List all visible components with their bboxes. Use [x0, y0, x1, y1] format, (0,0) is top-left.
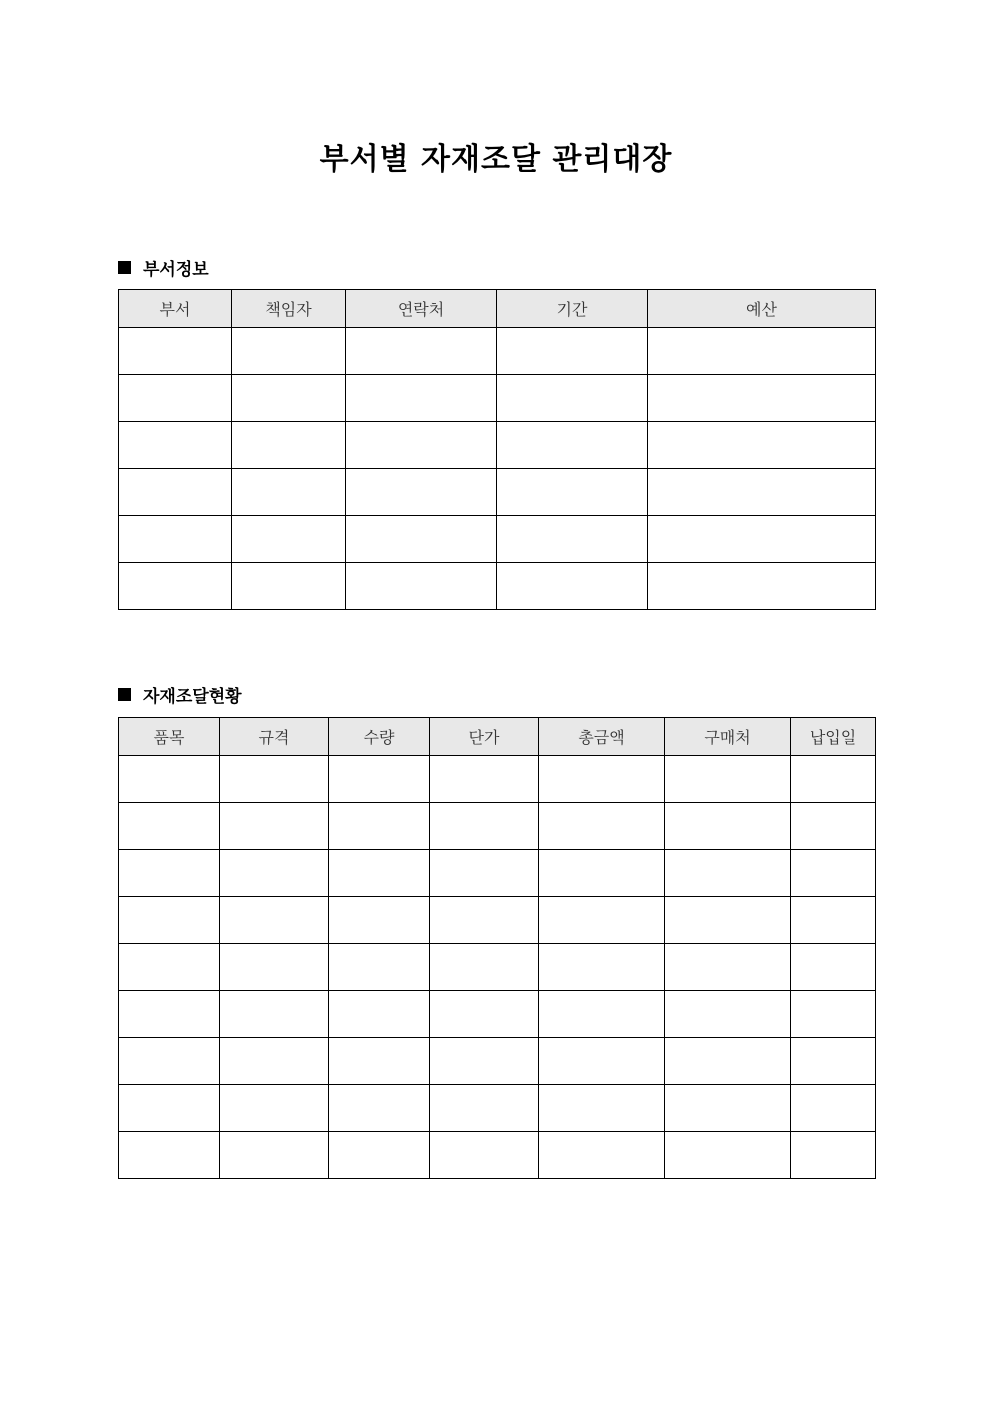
table-cell[interactable] [665, 803, 791, 850]
table-cell[interactable] [346, 328, 497, 375]
column-header: 구매처 [665, 718, 791, 756]
table-cell[interactable] [119, 850, 220, 897]
table-cell[interactable] [346, 563, 497, 610]
table-cell[interactable] [232, 422, 346, 469]
table-cell[interactable] [329, 803, 430, 850]
table-cell[interactable] [232, 375, 346, 422]
table-cell[interactable] [539, 944, 665, 991]
column-header: 책임자 [232, 290, 346, 328]
section-heading-procurement [118, 682, 242, 707]
table-cell[interactable] [119, 563, 232, 610]
table-cell[interactable] [329, 1085, 430, 1132]
table-cell[interactable] [119, 516, 232, 563]
table-cell[interactable] [329, 944, 430, 991]
table-cell[interactable] [119, 328, 232, 375]
table-cell[interactable] [329, 897, 430, 944]
table-cell[interactable] [430, 850, 539, 897]
table-cell[interactable] [497, 516, 648, 563]
table-cell[interactable] [329, 756, 430, 803]
table-cell[interactable] [497, 563, 648, 610]
table-row [119, 1085, 876, 1132]
section-heading-text: 부서정보 [143, 260, 209, 280]
table-cell[interactable] [220, 803, 329, 850]
table-cell[interactable] [648, 516, 876, 563]
column-header: 납입일 [791, 718, 876, 756]
table-cell[interactable] [220, 991, 329, 1038]
table-cell[interactable] [497, 469, 648, 516]
table-header-row [119, 718, 876, 756]
table-row [119, 1132, 876, 1179]
square-bullet-icon [118, 261, 131, 274]
table-cell[interactable] [791, 991, 876, 1038]
table-cell[interactable] [232, 469, 346, 516]
table-cell[interactable] [329, 991, 430, 1038]
column-header: 예산 [648, 290, 876, 328]
table-cell[interactable] [430, 897, 539, 944]
table-cell[interactable] [648, 328, 876, 375]
table-cell[interactable] [791, 756, 876, 803]
table-cell[interactable] [220, 1038, 329, 1085]
column-header: 품목 [119, 718, 220, 756]
table-cell[interactable] [791, 944, 876, 991]
table-cell[interactable] [648, 422, 876, 469]
table-row [119, 803, 876, 850]
table-row [119, 1038, 876, 1085]
table-cell[interactable] [220, 1132, 329, 1179]
table-cell[interactable] [232, 516, 346, 563]
table-cell[interactable] [232, 328, 346, 375]
table-cell[interactable] [539, 991, 665, 1038]
table-cell[interactable] [665, 1132, 791, 1179]
table-cell[interactable] [648, 469, 876, 516]
table-cell[interactable] [539, 1085, 665, 1132]
table-cell[interactable] [119, 897, 220, 944]
column-header: 총금액 [539, 718, 665, 756]
column-header: 부서 [119, 290, 232, 328]
procurement-table [118, 717, 876, 1179]
table-cell[interactable] [430, 991, 539, 1038]
table-cell[interactable] [430, 803, 539, 850]
table-cell[interactable] [665, 1038, 791, 1085]
table-row [119, 944, 876, 991]
table-cell[interactable] [346, 469, 497, 516]
table-cell[interactable] [791, 1132, 876, 1179]
table-cell[interactable] [119, 944, 220, 991]
table-row [119, 375, 876, 422]
table-cell[interactable] [119, 1132, 220, 1179]
table-cell[interactable] [232, 563, 346, 610]
section-heading-dept-info [118, 255, 209, 280]
table-cell[interactable] [665, 897, 791, 944]
table-cell[interactable] [119, 1085, 220, 1132]
table-cell[interactable] [539, 897, 665, 944]
table-row [119, 850, 876, 897]
table-cell[interactable] [220, 897, 329, 944]
table-cell[interactable] [539, 756, 665, 803]
table-cell[interactable] [791, 1038, 876, 1085]
table-cell[interactable] [119, 1038, 220, 1085]
table-cell[interactable] [430, 756, 539, 803]
page-title: 부서별 자재조달 관리대장 [319, 142, 673, 177]
table-cell[interactable] [665, 991, 791, 1038]
column-header: 기간 [497, 290, 648, 328]
column-header: 규격 [220, 718, 329, 756]
table-row [119, 756, 876, 803]
table-cell[interactable] [648, 375, 876, 422]
table-cell[interactable] [648, 563, 876, 610]
dept-info-table [118, 289, 876, 610]
table-cell[interactable] [791, 1085, 876, 1132]
table-cell[interactable] [119, 422, 232, 469]
table-cell[interactable] [497, 375, 648, 422]
table-cell[interactable] [539, 803, 665, 850]
table-cell[interactable] [665, 944, 791, 991]
table-cell[interactable] [119, 991, 220, 1038]
table-cell[interactable] [430, 1132, 539, 1179]
table-cell[interactable] [791, 850, 876, 897]
table-cell[interactable] [220, 944, 329, 991]
table-cell[interactable] [539, 1038, 665, 1085]
table-cell[interactable] [119, 375, 232, 422]
table-row [119, 422, 876, 469]
table-cell[interactable] [346, 422, 497, 469]
table-cell[interactable] [329, 850, 430, 897]
table-header-row [119, 290, 876, 328]
table-cell[interactable] [791, 803, 876, 850]
table-cell[interactable] [119, 756, 220, 803]
table-cell[interactable] [329, 1038, 430, 1085]
table-cell[interactable] [329, 1132, 430, 1179]
table-cell[interactable] [665, 850, 791, 897]
table-cell[interactable] [430, 944, 539, 991]
table-cell[interactable] [346, 516, 497, 563]
table-cell[interactable] [220, 756, 329, 803]
table-cell[interactable] [430, 1038, 539, 1085]
table-row [119, 516, 876, 563]
section-heading-text: 자재조달현황 [143, 687, 242, 707]
table-cell[interactable] [665, 1085, 791, 1132]
table-row [119, 328, 876, 375]
table-cell[interactable] [497, 422, 648, 469]
column-header: 수량 [329, 718, 430, 756]
table-row [119, 469, 876, 516]
table-cell[interactable] [119, 803, 220, 850]
column-header: 연락처 [346, 290, 497, 328]
table-cell[interactable] [665, 756, 791, 803]
square-bullet-icon [118, 688, 131, 701]
table-cell[interactable] [791, 897, 876, 944]
table-cell[interactable] [220, 1085, 329, 1132]
table-cell[interactable] [539, 850, 665, 897]
table-row [119, 991, 876, 1038]
table-cell[interactable] [497, 328, 648, 375]
table-cell[interactable] [430, 1085, 539, 1132]
table-cell[interactable] [346, 375, 497, 422]
column-header: 단가 [430, 718, 539, 756]
table-row [119, 563, 876, 610]
table-cell[interactable] [119, 469, 232, 516]
table-row [119, 897, 876, 944]
table-cell[interactable] [220, 850, 329, 897]
table-cell[interactable] [539, 1132, 665, 1179]
